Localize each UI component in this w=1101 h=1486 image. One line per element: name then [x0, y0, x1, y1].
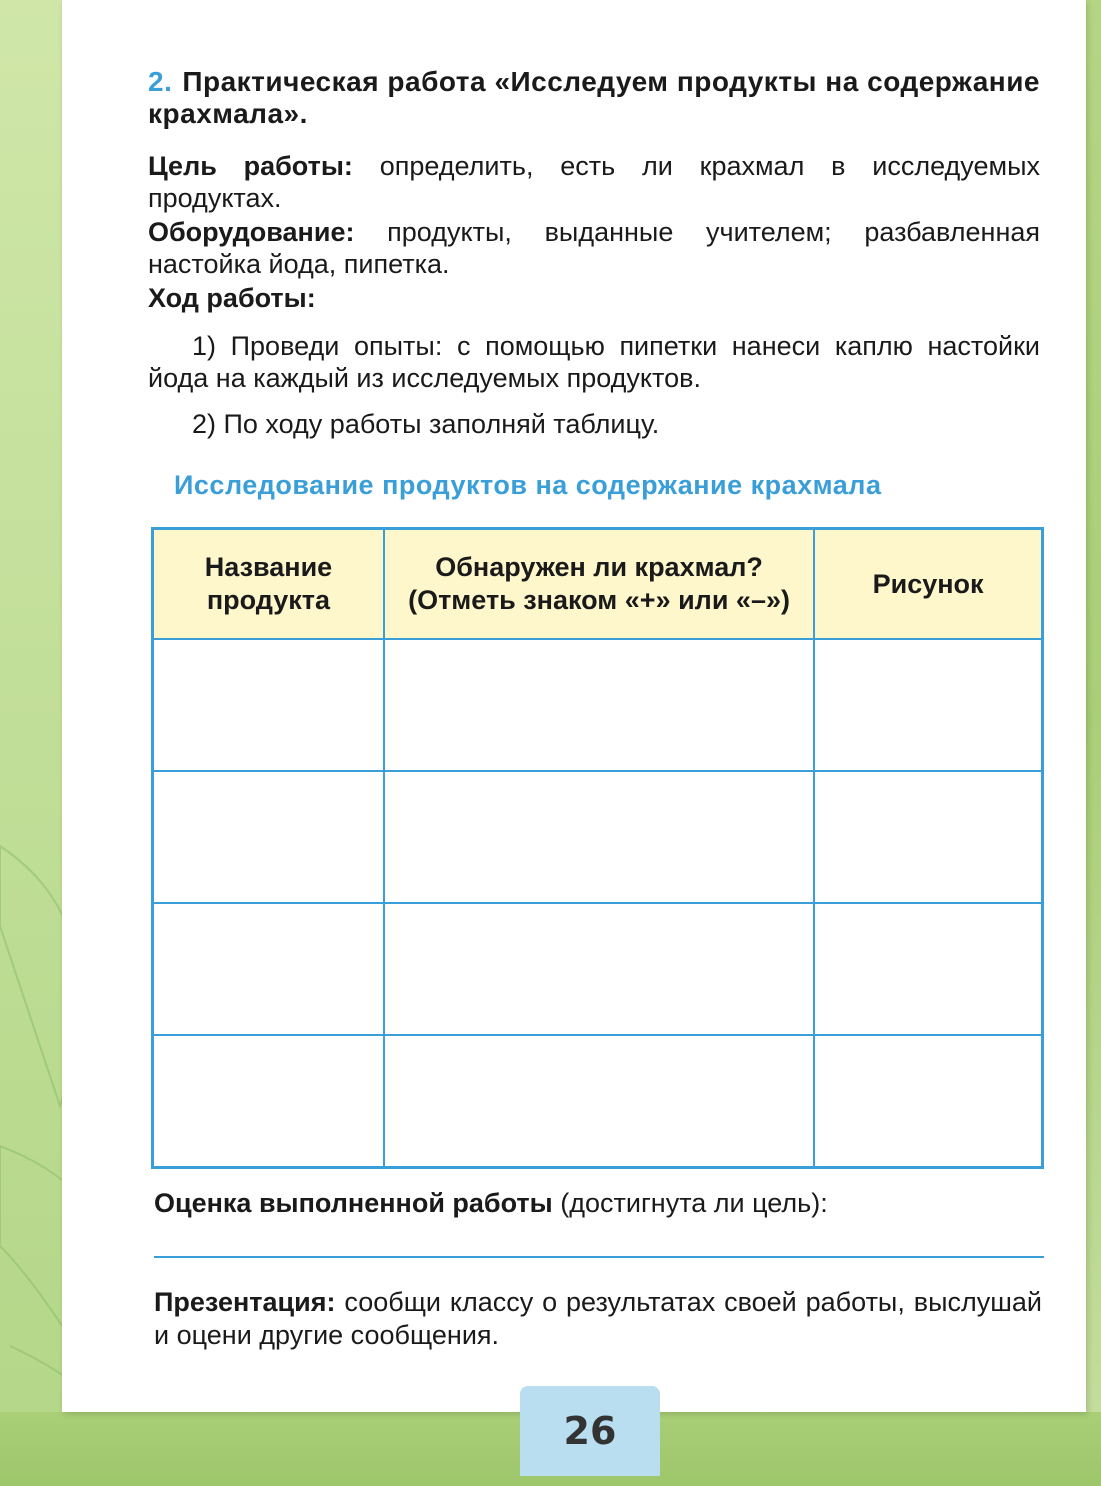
equipment-label: Оборудование:	[148, 217, 355, 247]
header-drawing: Рисунок	[814, 529, 1042, 640]
task-title: Практическая работа «Исследуем продукты на содержание крахмала».	[148, 66, 1040, 129]
cell-product-name[interactable]	[153, 639, 384, 771]
cell-drawing[interactable]	[814, 639, 1042, 771]
cell-starch-mark[interactable]	[384, 1035, 814, 1168]
evaluation-answer-line[interactable]	[154, 1256, 1044, 1258]
task-heading	[148, 66, 1040, 130]
procedure-step-1-text: 1) Проведи опыты: с помощью пипетки нанеси каплю настойки йода на каждый из исследуемых продуктов.	[148, 331, 1040, 393]
evaluation-prompt	[154, 1188, 1044, 1219]
equipment-paragraph	[148, 216, 1040, 280]
cell-starch-mark[interactable]	[384, 771, 814, 903]
procedure-step-1	[148, 330, 1040, 394]
cell-starch-mark[interactable]	[384, 903, 814, 1035]
header-starch-found: Обнаружен ли крахмал? (Отметь знаком «+» или «–»)	[384, 529, 814, 640]
table-header-row	[153, 529, 1043, 640]
page-number: 26	[563, 1409, 617, 1453]
cell-product-name[interactable]	[153, 903, 384, 1035]
table-row	[153, 771, 1043, 903]
equipment-text: продукты, выданные учителем; разбавленная настойка йода, пипетка.	[148, 217, 1040, 279]
research-table-container	[151, 527, 1044, 1161]
presentation-paragraph	[154, 1286, 1042, 1352]
evaluation-label: Оценка выполненной работы	[154, 1188, 553, 1218]
table-row	[153, 639, 1043, 771]
presentation-text: сообщи классу о результатах своей работы, выслушай и оцени другие сообщения.	[154, 1287, 1042, 1350]
procedure-step-2	[148, 408, 1040, 440]
page-number-tab	[520, 1386, 660, 1476]
cell-starch-mark[interactable]	[384, 639, 814, 771]
table-title: Исследование продуктов на содержание крахмала	[174, 470, 882, 500]
research-table	[151, 527, 1044, 1169]
goal-label: Цель работы:	[148, 151, 353, 181]
header-product-name: Название продукта	[153, 529, 384, 640]
cell-drawing[interactable]	[814, 1035, 1042, 1168]
cell-product-name[interactable]	[153, 1035, 384, 1168]
goal-text: определить, есть ли крахмал в исследуемых продуктах.	[148, 151, 1040, 213]
goal-paragraph	[148, 150, 1040, 214]
cell-drawing[interactable]	[814, 903, 1042, 1035]
task-number: 2.	[148, 66, 173, 97]
cell-product-name[interactable]	[153, 771, 384, 903]
table-row	[153, 1035, 1043, 1168]
cell-drawing[interactable]	[814, 771, 1042, 903]
procedure-label: Ход работы:	[148, 283, 316, 313]
procedure-step-2-text: 2) По ходу работы заполняй таблицу.	[192, 409, 660, 439]
evaluation-text: (достигнута ли цель):	[560, 1188, 828, 1218]
presentation-label: Презентация:	[154, 1287, 336, 1317]
table-row	[153, 903, 1043, 1035]
